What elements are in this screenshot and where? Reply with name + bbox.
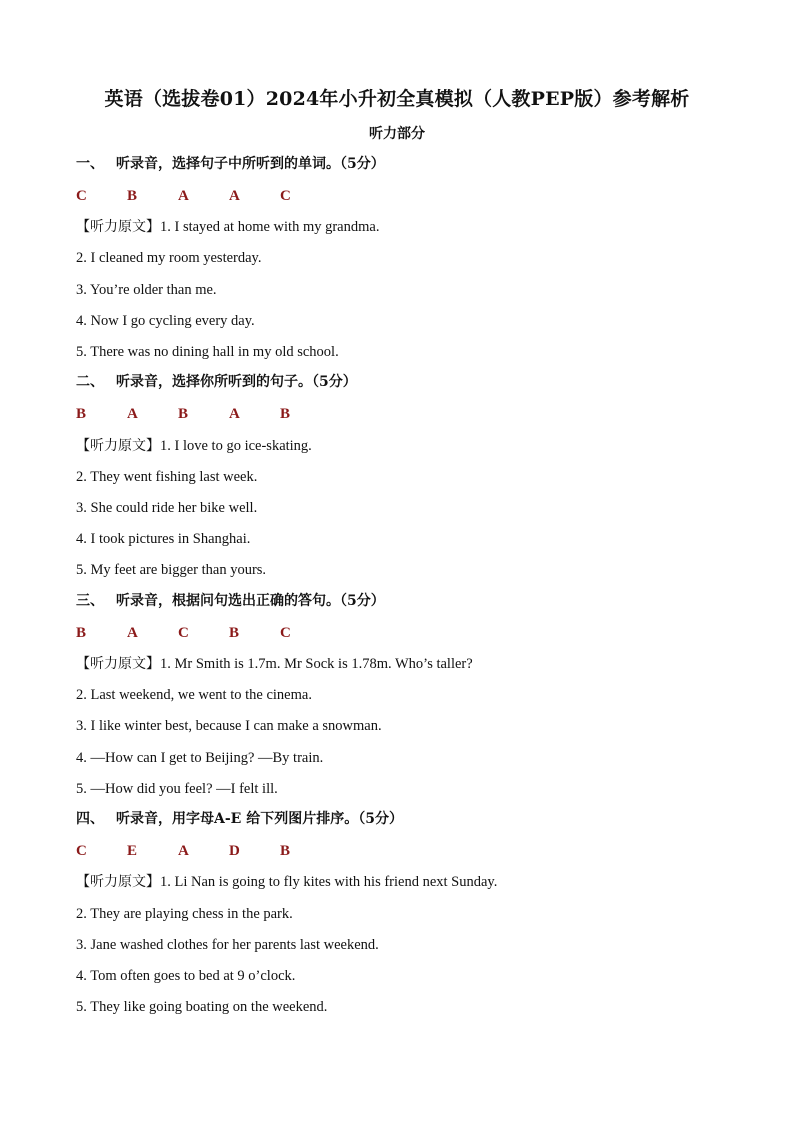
- section-1-instruction: 听录音，选择句子中所听到的单词。（5分）: [116, 156, 385, 172]
- transcript-sentence: 4. Now I go cycling every day.: [76, 313, 255, 329]
- answer: E: [127, 843, 138, 859]
- transcript-label: 【听力原文】: [76, 656, 160, 672]
- answer: A: [229, 406, 240, 422]
- transcript-label: 【听力原文】: [76, 438, 160, 454]
- transcript-line: [76, 437, 312, 455]
- section-2-instruction: 听录音，选择你所听到的句子。（5分）: [116, 374, 357, 390]
- section-4-instruction: 听录音，用字母A-E 给下列图片排序。（5分）: [116, 811, 403, 827]
- transcript-sentence: 1. Li Nan is going to fly kites with his friend next Sunday.: [160, 874, 498, 890]
- transcript-sentence: 5. My feet are bigger than yours.: [76, 562, 267, 578]
- transcript-sentence: 1. I stayed at home with my grandma.: [160, 219, 380, 235]
- transcript-line: [76, 655, 473, 673]
- transcript-sentence: 4. —How can I get to Beijing? —By train.: [76, 750, 324, 766]
- section-1-number: 一、: [76, 156, 104, 172]
- section-part-title: 听力部分: [369, 126, 425, 142]
- section-3-heading: [76, 592, 385, 610]
- answer: B: [178, 406, 189, 422]
- answer: C: [76, 843, 87, 859]
- answer: B: [76, 625, 87, 641]
- transcript-sentence: 2. They are playing chess in the park.: [76, 906, 293, 922]
- document-title: 英语（选拔卷01）2024年小升初全真模拟（人教PEP版）参考解析: [104, 88, 690, 110]
- section-1-heading: [76, 155, 385, 173]
- section-3-instruction: 听录音，根据问句选出正确的答句。（5分）: [116, 593, 385, 609]
- answer: B: [127, 188, 138, 204]
- answer: A: [127, 406, 138, 422]
- answer: C: [76, 188, 87, 204]
- transcript-sentence: 3. I like winter best, because I can make a snowman.: [76, 718, 382, 734]
- transcript-label: 【听力原文】: [76, 219, 160, 235]
- transcript-sentence: 2. They went fishing last week.: [76, 469, 258, 485]
- answer: C: [280, 625, 291, 641]
- answer: D: [229, 843, 240, 859]
- transcript-sentence: 2. I cleaned my room yesterday.: [76, 250, 262, 266]
- transcript-sentence: 4. I took pictures in Shanghai.: [76, 531, 251, 547]
- section-2-answers: [76, 405, 331, 423]
- answer: A: [178, 843, 189, 859]
- answer: C: [178, 625, 189, 641]
- answer: C: [280, 188, 291, 204]
- answer: B: [280, 406, 291, 422]
- answer: A: [229, 188, 240, 204]
- transcript-sentence: 3. You’re older than me.: [76, 282, 217, 298]
- section-1-answers: [76, 187, 331, 205]
- section-4-number: 四、: [76, 811, 104, 827]
- transcript-sentence: 3. Jane washed clothes for her parents last weekend.: [76, 937, 379, 953]
- section-3-answers: [76, 624, 331, 642]
- transcript-sentence: 1. I love to go ice-skating.: [160, 438, 312, 454]
- answer: B: [280, 843, 291, 859]
- section-4-answers: [76, 842, 331, 860]
- answer: B: [229, 625, 240, 641]
- answer: A: [178, 188, 189, 204]
- transcript-line: [76, 873, 497, 891]
- transcript-sentence: 5. There was no dining hall in my old school.: [76, 344, 339, 360]
- transcript-sentence: 5. They like going boating on the weekend.: [76, 999, 328, 1015]
- transcript-sentence: 5. —How did you feel? —I felt ill.: [76, 781, 278, 797]
- section-4-heading: [76, 810, 403, 828]
- transcript-sentence: 1. Mr Smith is 1.7m. Mr Sock is 1.78m. Who’s taller?: [160, 656, 473, 672]
- transcript-sentence: 2. Last weekend, we went to the cinema.: [76, 687, 312, 703]
- transcript-label: 【听力原文】: [76, 874, 160, 890]
- transcript-sentence: 3. She could ride her bike well.: [76, 500, 258, 516]
- section-2-number: 二、: [76, 374, 104, 390]
- transcript-sentence: 4. Tom often goes to bed at 9 o’clock.: [76, 968, 296, 984]
- section-2-heading: [76, 373, 357, 391]
- transcript-line: [76, 218, 379, 236]
- section-3-number: 三、: [76, 593, 104, 609]
- answer: B: [76, 406, 87, 422]
- answer: A: [127, 625, 138, 641]
